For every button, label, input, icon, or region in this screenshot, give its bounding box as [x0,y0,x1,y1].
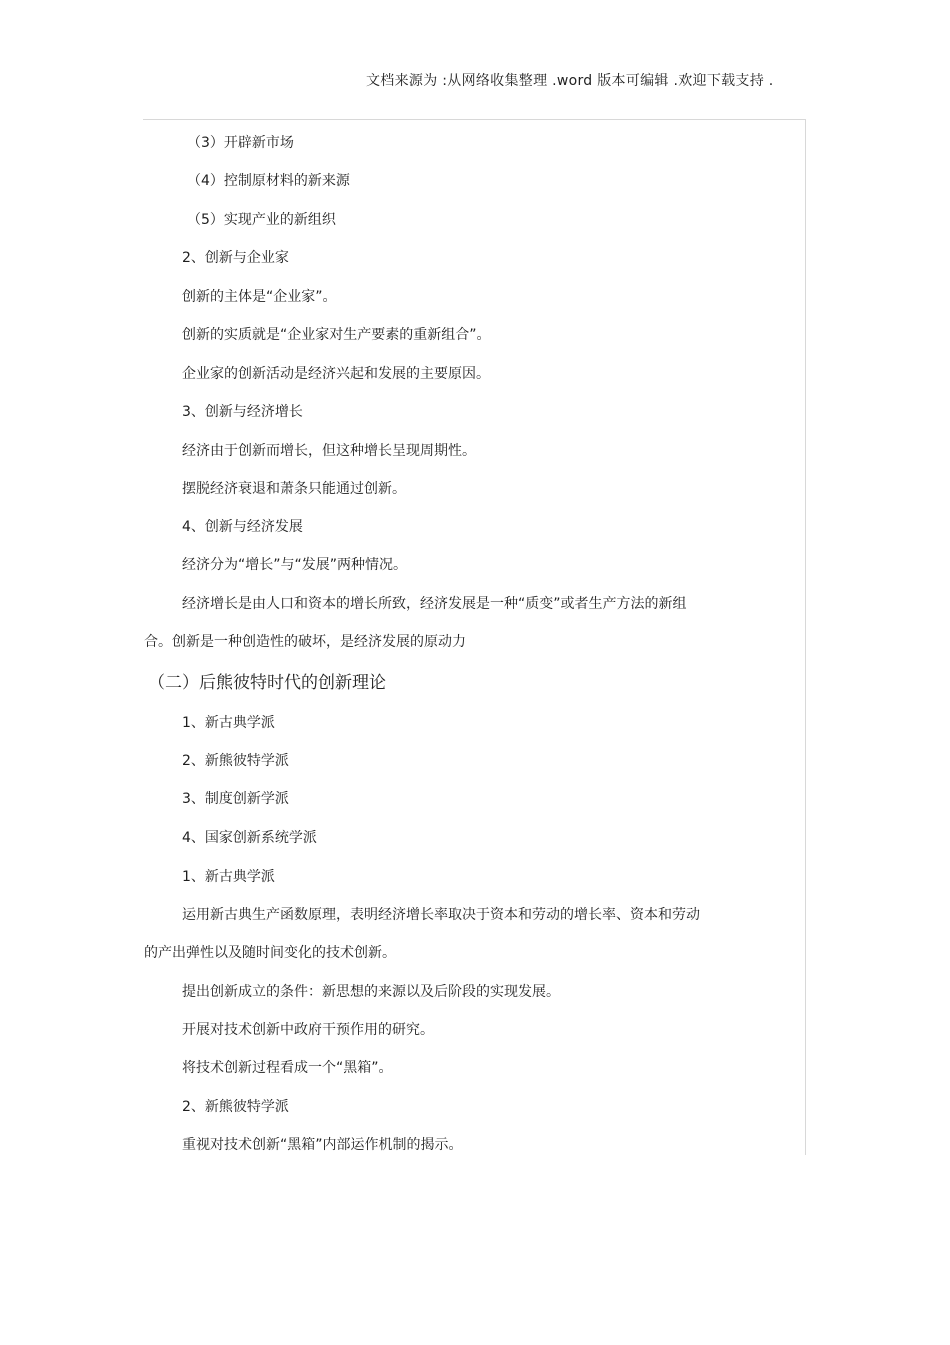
paragraph: 开展对技术创新中政府干预作用的研究。 [182,1022,434,1038]
paragraph: 经济由于创新而增长，但这种增长呈现周期性。 [182,443,476,459]
paragraph: 提出创新成立的条件：新思想的来源以及后阶段的实现发展。 [182,984,560,1000]
section-heading: 2、创新与企业家 [182,250,289,266]
paragraph-continuation: 合。创新是一种创造性的破坏，是经济发展的原动力 [144,634,466,650]
paragraph: 创新的主体是“企业家”。 [182,289,337,305]
paragraph-continuation: 的产出弹性以及随时间变化的技术创新。 [144,945,396,961]
list-item: （3）开辟新市场 [187,135,294,151]
list-item: 2、新熊彼特学派 [182,753,289,769]
paragraph: 重视对技术创新“黑箱”内部运作机制的揭示。 [182,1137,463,1153]
section-heading: 1、新古典学派 [182,869,275,885]
paragraph: 创新的实质就是“企业家对生产要素的重新组合”。 [182,327,491,343]
paragraph: 运用新古典生产函数原理，表明经济增长率取决于资本和劳动的增长率、资本和劳动 [182,907,700,923]
subsection-title: （二）后熊彼特时代的创新理论 [148,673,386,693]
section-heading: 4、创新与经济发展 [182,519,303,535]
paragraph: 经济增长是由人口和资本的增长所致，经济发展是一种“质变”或者生产方法的新组 [182,596,687,612]
paragraph: 摆脱经济衰退和萧条只能通过创新。 [182,481,406,497]
list-item: 1、新古典学派 [182,715,275,731]
list-item: （4）控制原材料的新来源 [187,173,350,189]
list-item: 3、制度创新学派 [182,791,289,807]
paragraph: 将技术创新过程看成一个“黑箱”。 [182,1060,393,1076]
section-heading: 3、创新与经济增长 [182,404,303,420]
section-heading: 2、新熊彼特学派 [182,1099,289,1115]
paragraph: 企业家的创新活动是经济兴起和发展的主要原因。 [182,366,490,382]
paragraph: 经济分为“增长”与“发展”两种情况。 [182,557,408,573]
page-header: 文档来源为 :从网络收集整理 .word 版本可编辑 .欢迎下载支持 . [366,73,774,89]
list-item: 4、国家创新系统学派 [182,830,317,846]
list-item: （5）实现产业的新组织 [187,212,336,228]
